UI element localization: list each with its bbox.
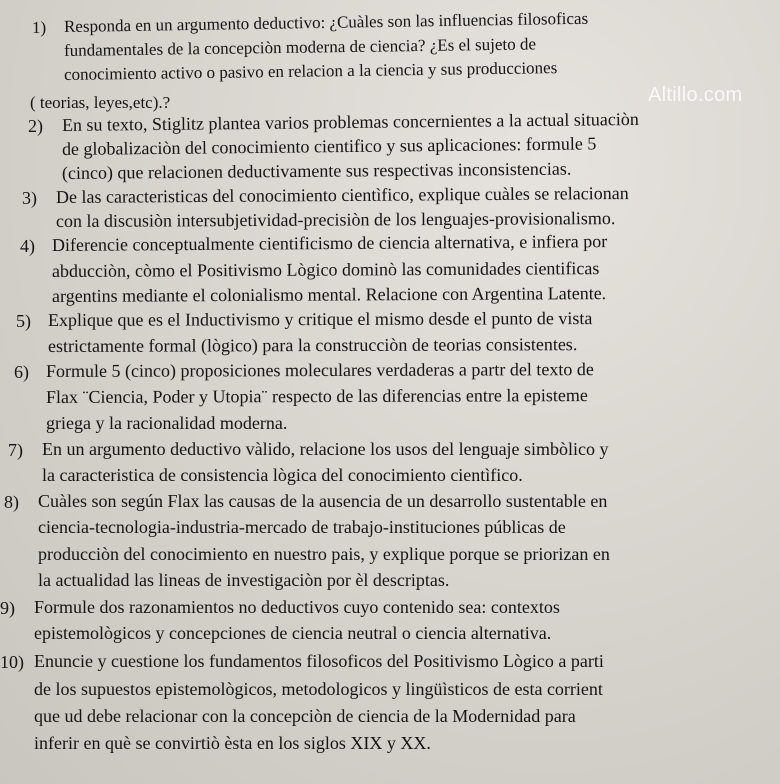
question-line: argentins mediante el colonialismo mental. Relacione con Argentina Latente. [51,283,607,306]
question-line: Formule dos razonamientos no deductivos cuyo contenido sea: contextos [34,597,560,617]
question-line: epistemològicos y concepciones de ciencia neutral o ciencia alternativa. [34,623,552,643]
question-line: la actualidad las lineas de investigaciòn por èl descriptas. [38,570,450,590]
question-number: 6) [14,362,29,382]
question-line: que ud debe relacionar con la concepciòn de ciencia de la Modernidad para [34,706,576,726]
question-line: Explique que es el Inductivismo y critique el mismo desde el punto de vista [47,308,593,330]
question-line: la caracteristica de consistencia lògica del conocimiento cientìfico. [42,465,523,485]
question-line: En su texto, Stiglitz plantea varios problemas concernientes a la actual situaciòn [61,108,639,135]
question-line: inferir en què se convirtiò èsta en los siglos XIX y XX. [34,733,431,753]
question-line: Responda en un argumento deductivo: ¿Cuàles son las influencias filosoficas [63,8,589,36]
question-line: ( teorias, leyes,etc).? [30,93,171,112]
question-line: producciòn del conocimiento en nuestro pais, y explique porque se priorizan en [38,544,610,564]
question-line: con la discusiòn intersubjetividad-precisiòn de los lenguajes-provisionalismo. [55,208,616,231]
question-number: 8) [4,492,19,512]
question-line: Diferencie conceptualmente cientificismo de ciencia alternativa, e infiera por [51,231,608,255]
question-number: 10) [0,652,24,672]
question-line: Enuncie y cuestione los fundamentos filosoficos del Positivismo Lògico a parti [34,651,604,671]
question-number: 3) [22,188,37,208]
question-line: fundamentales de la concepciòn moderna de ciencia? ¿Es el sujeto de [63,34,537,60]
question-line: Formule 5 (cinco) proposiciones moleculares verdaderas a partr del texto de [45,359,594,381]
question-line: griega y la racionalidad moderna. [46,413,288,433]
question-number: 7) [8,440,23,460]
question-line: ciencia-tecnologia-industria-mercado de trabajo-instituciones públicas de [38,517,566,537]
question-number: 2) [28,116,43,136]
question-number: 5) [16,311,31,331]
question-line: de los supuestos epistemològicos, metodologicos y lingüìsticos de esta corrient [34,679,603,699]
question-number: 9) [0,598,15,618]
watermark: Altillo.com [648,84,743,106]
question-number: 1) [32,18,47,37]
question-line: En un argumento deductivo vàlido, relacione los usos del lenguaje simbòlico y [42,439,609,459]
question-line: De las caracteristicas del conocimiento cientìfico, explique cuàles se relacionan [55,183,629,207]
question-line: Cuàles son según Flax las causas de la ausencia de un desarrollo sustentable en [38,491,608,511]
question-line: Flax ¨Ciencia, Poder y Utopia¨ respecto de las diferencias entre la episteme [45,385,588,407]
question-number: 4) [20,236,35,256]
question-line: (cinco) que relacionen deductivamente sus respectivas inconsistencias. [61,158,572,183]
question-line: abducciòn, còmo el Positivismo Lògico dominò las comunidades cientificas [51,258,600,281]
question-line: conocimiento activo o pasivo en relacion a la ciencia y sus producciones [63,58,558,84]
question-line: de globalizaciòn del conocimiento cientifico y sus aplicaciones: formule 5 [61,133,597,159]
question-line: estrictamente formal (lògico) para la construcciòn de teorias consistentes. [47,334,578,356]
